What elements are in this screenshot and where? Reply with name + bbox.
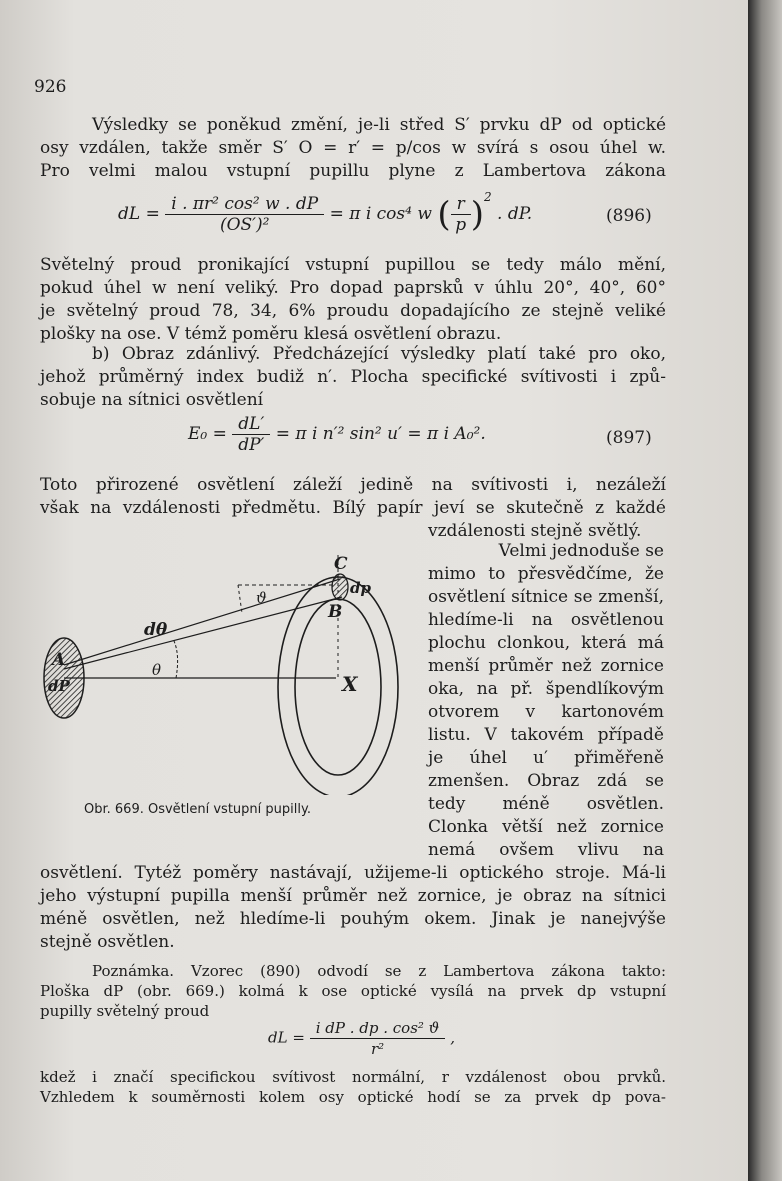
para2-line3: je světelný proud 78, 34, 6% proudu dopadajícího ze stejně veliké xyxy=(40,301,666,321)
para5-line6: menší průměr než zornice xyxy=(428,656,664,676)
label-X: X xyxy=(342,672,358,696)
label-A: A xyxy=(52,650,66,670)
equation-896 xyxy=(118,190,532,235)
para5-line10: je úhel u′ přiměřeně xyxy=(428,748,664,768)
eq-note-numerator: i dP . dp . cos² ϑ xyxy=(310,1018,446,1039)
note-line2: Ploška dP (obr. 669.) kolmá k ose optické vysílá na prvek dp vstupní xyxy=(40,982,666,1000)
eq896-paren-numerator: r xyxy=(451,194,471,215)
para3-line3: sobuje na sítnici osvětlení xyxy=(40,390,264,410)
label-dP: dP xyxy=(48,677,70,695)
eq-note-tail: , xyxy=(450,1028,455,1047)
label-dp: dp xyxy=(350,579,371,597)
eq896-exponent: 2 xyxy=(484,190,492,204)
eq896-tail: . dP. xyxy=(497,204,533,224)
label-dtheta: dθ xyxy=(144,620,168,640)
para3-line2: jehož průměrný index budiž n′. Plocha specifické svítivosti i způ- xyxy=(40,367,666,387)
eq896-paren-denominator: p xyxy=(455,215,467,235)
eq897-number: (897) xyxy=(606,428,652,448)
note-end-line1: kdež i značí specifickou svítivost normální, r vzdálenost obou prvků. xyxy=(40,1068,666,1086)
para5-line5: plochu clonkou, která má xyxy=(428,633,664,653)
note-end-line2: Vzhledem k souměrnosti kolem osy optické hodí se za prvek dp pova- xyxy=(40,1088,666,1106)
label-B: B xyxy=(328,602,343,622)
ray-lower xyxy=(64,597,342,669)
para5-line1: Velmi jednoduše se xyxy=(498,541,664,561)
equation-note xyxy=(268,1018,455,1059)
eq897-fraction xyxy=(232,414,270,455)
para5-line2: mimo to přesvědčíme, že xyxy=(428,564,664,584)
para1-line3: Pro velmi malou vstupní pupillu plyne z Lambertova zákona xyxy=(40,161,666,181)
eq896-numerator: i . πr² cos² w . dP xyxy=(165,194,324,215)
note-line1: Poznámka. Vzorec (890) odvodí se z Lambertova zákona takto: xyxy=(92,962,666,980)
para5-line13: Clonka větší než zornice xyxy=(428,817,664,837)
para5-cont-line4: stejně osvětlen. xyxy=(40,932,175,952)
theta-arc xyxy=(174,641,178,678)
eq-note-lhs: dL = xyxy=(268,1028,305,1047)
para5-line12: tedy méně osvětlen. xyxy=(428,794,664,814)
para5-line4: hledíme-li na osvětlenou xyxy=(428,610,664,630)
para4-line3: vzdálenosti stejně světlý. xyxy=(428,521,642,541)
para5-line3: osvětlení sítnice se zmenší, xyxy=(428,587,664,607)
para2-line2: pokud úhel w není veliký. Pro dopad paprsků v úhlu 20°, 40°, 60° xyxy=(40,278,666,298)
para1-line1: Výsledky se poněkud změní, je-li střed S′ prvku dP od optické xyxy=(92,115,666,135)
eq896-paren-open: ( xyxy=(437,194,451,235)
para4-line2: však na vzdálenosti předmětu. Bílý papír jeví se skutečně z každé xyxy=(40,498,666,518)
eq897-denominator: dP′ xyxy=(238,435,265,455)
page-number: 926 xyxy=(34,77,67,97)
element-dp xyxy=(332,574,348,600)
eq897-rhs: = π i n′² sin² u′ = π i A₀². xyxy=(275,424,486,444)
eq896-paren-close: ) xyxy=(470,194,484,235)
para5-line9: listu. V takovém případě xyxy=(428,725,664,745)
para2-line4: plošky na ose. V témž poměru klesá osvětlení obrazu. xyxy=(40,324,502,344)
eq896-fraction xyxy=(165,194,324,235)
figure-caption: Obr. 669. Osvětlení vstupní pupilly. xyxy=(84,802,311,817)
figure-669 xyxy=(40,545,420,795)
eq896-middle: = π i cos⁴ w xyxy=(329,204,432,224)
eq896-lhs: dL = xyxy=(118,204,160,224)
para5-line7: oka, na př. špendlíkovým xyxy=(428,679,664,699)
para3-line1: b) Obraz zdánlivý. Předcházející výsledky platí také pro oko, xyxy=(92,344,666,364)
book-gutter xyxy=(748,0,782,1181)
eq897-numerator: dL′ xyxy=(232,414,270,435)
para5-cont-line3: méně osvětlen, než hledíme-li pouhým okem. Jinak je nanejvýše xyxy=(40,909,666,929)
equation-897 xyxy=(188,414,486,455)
para5-cont-line2: jeho výstupní pupilla menší průměr než zornice, je obraz na sítnici xyxy=(40,886,666,906)
label-C: C xyxy=(334,554,348,574)
eq896-number: (896) xyxy=(606,206,652,226)
dashed-arc-small xyxy=(238,585,242,613)
eq897-lhs: E₀ = xyxy=(188,424,227,444)
para1-line2: osy vzdálen, takže směr S′ O = r′ = p/cos w svírá s osou úhel w. xyxy=(40,138,666,158)
note-line3: pupilly světelný proud xyxy=(40,1002,210,1020)
label-theta: θ xyxy=(152,661,162,679)
label-theta-top: ϑ xyxy=(256,589,267,607)
para5-line14: nemá ovšem vlivu na xyxy=(428,840,664,860)
eq896-paren-fraction xyxy=(451,194,471,235)
eq896-denominator: (OS′)² xyxy=(219,215,270,235)
para5-cont-line1: osvětlení. Tytéž poměry nastávají, užijeme-li optického stroje. Má-li xyxy=(40,863,666,883)
eq-note-denominator: r² xyxy=(370,1040,385,1058)
para5-line8: otvorem v kartonovém xyxy=(428,702,664,722)
para2-line1: Světelný proud pronikající vstupní pupillou se tedy málo mění, xyxy=(40,255,666,275)
para4-line1: Toto přirozené osvětlení záleží jedině na svítivosti i, nezáleží xyxy=(40,475,666,495)
para5-line11: zmenšen. Obraz zdá se xyxy=(428,771,664,791)
eq-note-fraction xyxy=(310,1018,446,1059)
